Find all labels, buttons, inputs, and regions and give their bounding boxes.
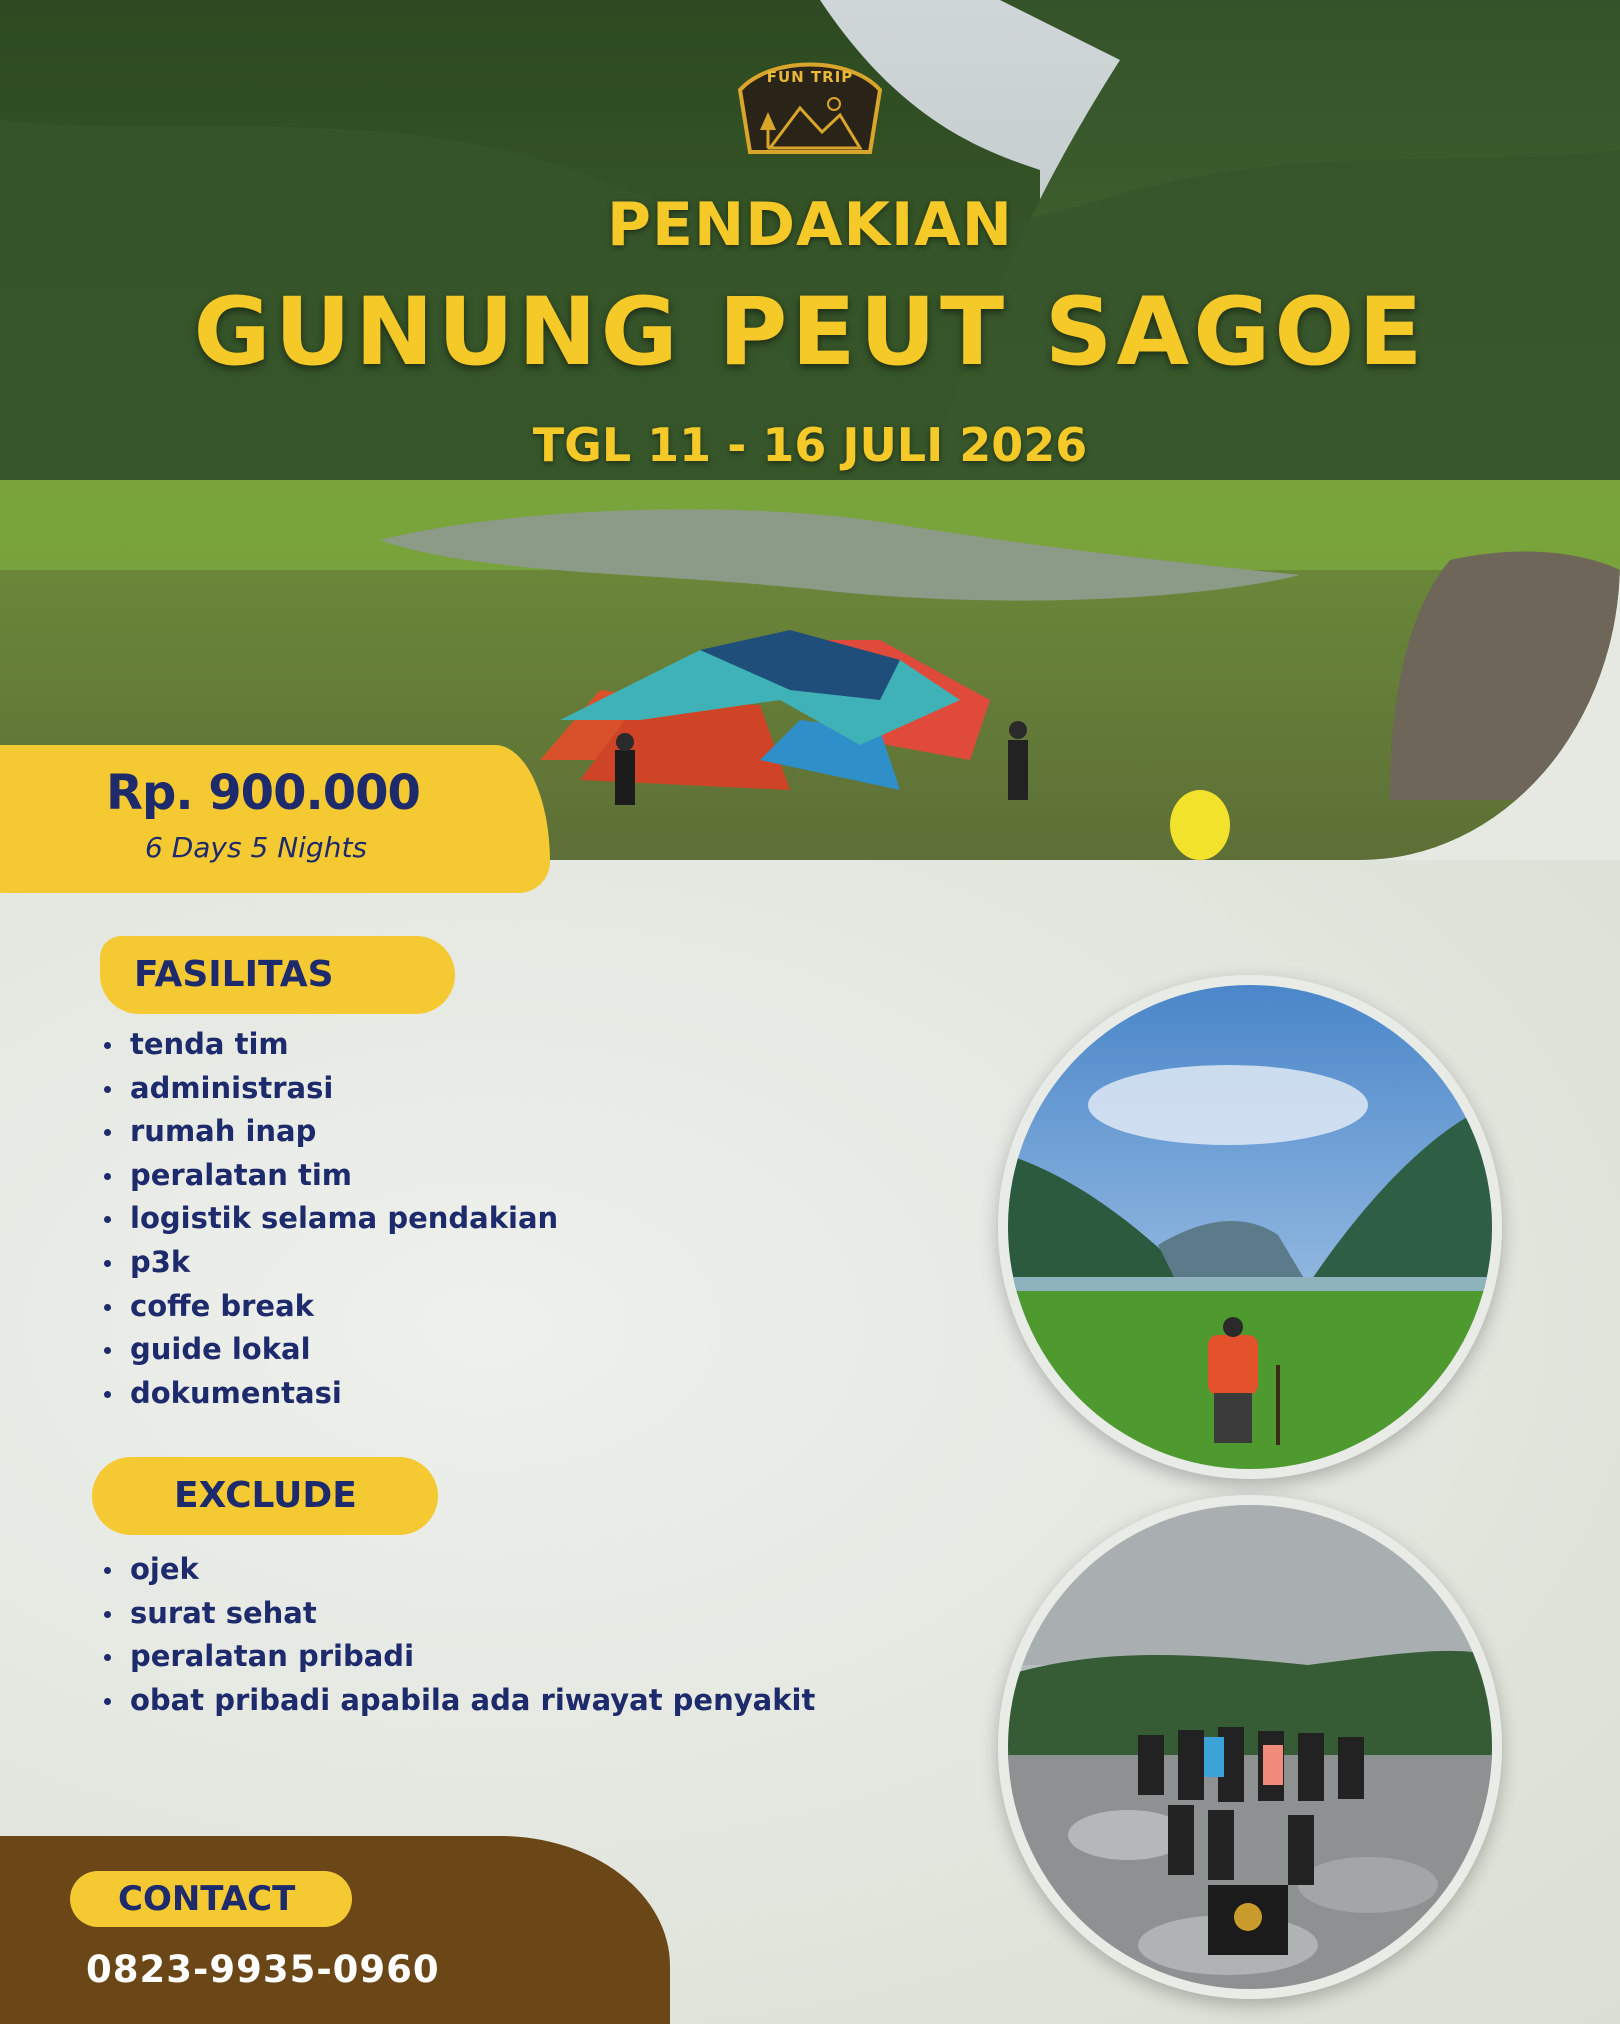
list-item: rumah inap <box>100 1110 558 1154</box>
fasilitas-list <box>100 1023 558 1415</box>
list-item: peralatan pribadi <box>100 1635 815 1679</box>
price-banner <box>0 745 550 893</box>
fasilitas-heading: FASILITAS <box>100 936 455 1014</box>
group-summit-photo <box>998 1495 1502 1999</box>
list-item: coffe break <box>100 1285 558 1329</box>
exclude-list <box>100 1548 815 1722</box>
price-amount: Rp. 900.000 <box>106 765 420 821</box>
trip-duration: 6 Days 5 Nights <box>145 831 368 864</box>
title-pendakian: PENDAKIAN <box>607 190 1013 260</box>
logo-text: FUN TRIP <box>766 68 854 86</box>
contact-phone[interactable]: 0823-9935-0960 <box>86 1948 440 1991</box>
trip-date: TGL 11 - 16 JULI 2026 <box>532 418 1088 472</box>
list-item: ojek <box>100 1548 815 1592</box>
list-item: p3k <box>100 1241 558 1285</box>
list-item: guide lokal <box>100 1328 558 1372</box>
lake-hiker-photo <box>998 975 1502 1479</box>
list-item: dokumentasi <box>100 1372 558 1416</box>
list-item: obat pribadi apabila ada riwayat penyakit <box>100 1679 815 1723</box>
fun-trip-logo <box>730 60 890 160</box>
list-item: surat sehat <box>100 1592 815 1636</box>
list-item: administrasi <box>100 1067 558 1111</box>
exclude-heading: EXCLUDE <box>92 1457 438 1535</box>
contact-heading: CONTACT <box>70 1871 352 1927</box>
title-gunung: GUNUNG PEUT SAGOE <box>193 278 1427 387</box>
contact-block <box>0 1836 670 2024</box>
hero-photo <box>0 0 1620 860</box>
list-item: peralatan tim <box>100 1154 558 1198</box>
list-item: tenda tim <box>100 1023 558 1067</box>
list-item: logistik selama pendakian <box>100 1197 558 1241</box>
